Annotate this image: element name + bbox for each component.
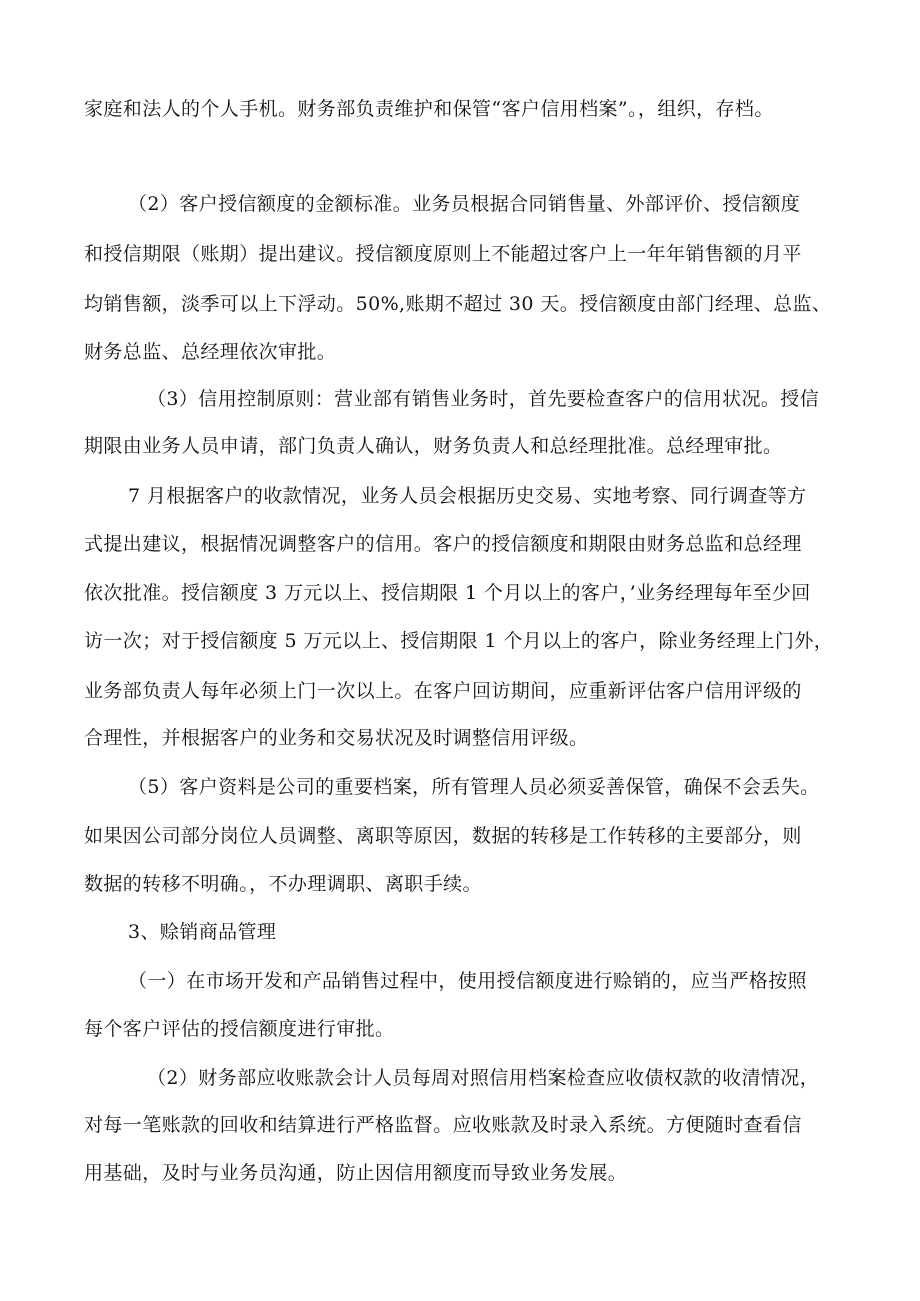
text-line: 访一次；对于授信额度 5 万元以上、授信期限 1 个月以上的客户，除业务经理上门外， (84, 630, 834, 652)
text-line: 用基础，及时与业务员沟通，防止因信用额度而导致业务发展。 (84, 1162, 628, 1184)
text-line: （5）客户资料是公司的重要档案，所有管理人员必须妥善保管，确保不会丢失。 (128, 776, 820, 798)
text-line: 财务总监、总经理依次审批。 (84, 341, 337, 363)
text-line: （2）财务部应收账款会计人员每周对照信用档案检查应收债权款的收清情况， (147, 1067, 820, 1089)
text-line: （3）信用控制原则：营业部有销售业务时，首先要检查客户的信用状况。授信 (147, 388, 820, 410)
text-line: 期限由业务人员申请，部门负责人确认，财务负责人和总经理批准。总经理审批。 (84, 435, 783, 457)
text-line: 7 月根据客户的收款情况，业务人员会根据历史交易、实地考察、同行调查等方 (128, 485, 807, 507)
section-heading: 3、赊销商品管理 (128, 921, 277, 943)
text-line: 数据的转移不明确。，不办理调职、离职手续。 (84, 873, 482, 895)
text-line: 对每一笔账款的回收和结算进行严格监督。应收账款及时录入系统。方便随时查看信 (84, 1114, 802, 1136)
text-line: 均销售额，淡季可以上下浮动。50%,账期不超过 30 天。授信额度由部门经理、总监、 (84, 293, 832, 315)
text-line: 如果因公司部分岗位人员调整、离职等原因，数据的转移是工作转移的主要部分，则 (84, 825, 802, 847)
text-line: 式提出建议，根据情况调整客户的信用。客户的授信额度和期限由财务总监和总经理 (84, 533, 802, 555)
text-line: 家庭和法人的个人手机。财务部负责维护和保管“客户信用档案”。，组织，存档。 (84, 98, 774, 120)
text-line: 每个客户评估的授信额度进行审批。 (84, 1018, 395, 1040)
text-line: （一）在市场开发和产品销售过程中，使用授信额度进行赊销的，应当严格按照 (128, 970, 808, 992)
text-line: 合理性，并根据客户的业务和交易状况及时调整信用评级。 (84, 727, 589, 749)
text-line: 依次批准。授信额度 3 万元以上、授信期限 1 个月以上的客户，’业务经理每年至少回 (84, 582, 811, 604)
text-line: 业务部负责人每年必须上门一次以上。在客户回访期间，应重新评估客户信用评级的 (84, 680, 802, 702)
text-line: 和授信期限（账期）提出建议。授信额度原则上不能超过客户上一年年销售额的月平 (84, 243, 802, 265)
text-line: （2）客户授信额度的金额标准。业务员根据合同销售量、外部评价、授信额度 (128, 193, 801, 215)
